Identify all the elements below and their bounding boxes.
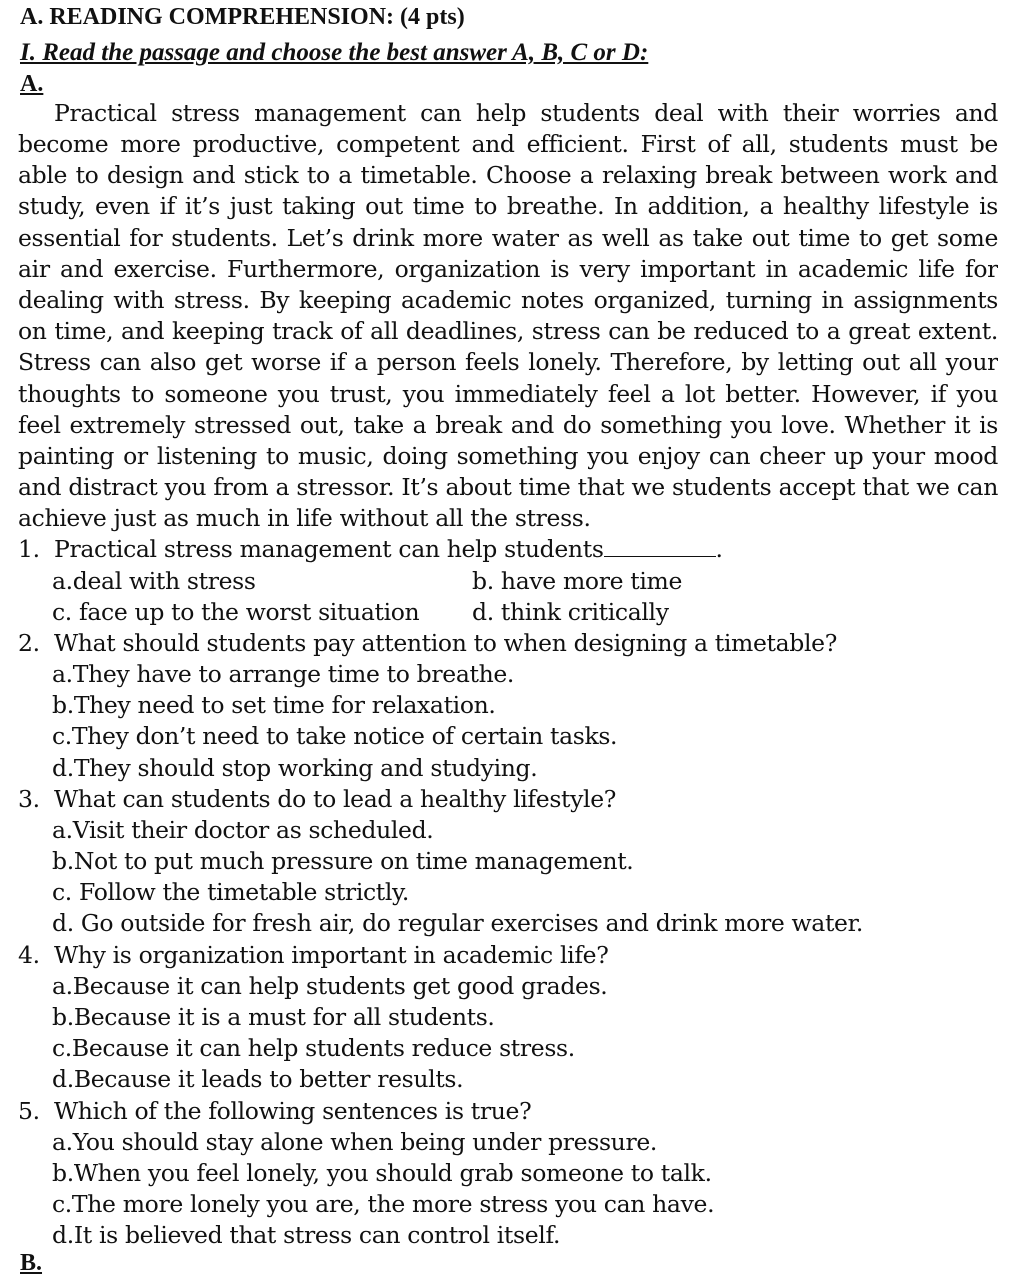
option-a[interactable]: a.Visit their doctor as scheduled. (52, 816, 434, 844)
option-b[interactable]: b.They need to set time for relaxation. (52, 691, 496, 719)
option-c[interactable]: c. face up to the worst situation (52, 598, 420, 626)
option-c[interactable]: c.They don’t need to take notice of certain tasks. (52, 722, 618, 750)
option-c[interactable]: c.Because it can help students reduce stress. (52, 1034, 575, 1062)
question-text: What should students pay attention to when designing a timetable? (54, 629, 837, 657)
passage-line: thoughts to someone you trust, you immediately feel a lot better. However, if you (18, 380, 998, 408)
passage-line: able to design and stick to a timetable. Choose a relaxing break between work and (18, 161, 998, 189)
option-a[interactable]: a.Because it can help students get good grades. (52, 972, 608, 1000)
option-c[interactable]: c.The more lonely you are, the more stress you can have. (52, 1190, 715, 1218)
passage-line: become more productive, competent and efficient. First of all, students must be (18, 130, 998, 158)
option-b[interactable]: b. have more time (472, 567, 683, 595)
question-number: 5. (18, 1097, 40, 1125)
question-text: Why is organization important in academic life? (54, 941, 609, 969)
question-text-end: . (715, 535, 723, 563)
passage-line: essential for students. Let’s drink more water as well as take out time to get some (18, 224, 998, 252)
passage-line: on time, and keeping track of all deadlines, stress can be reduced to a great extent. (18, 317, 998, 345)
section-heading: A. READING COMPREHENSION: (4 pts) (20, 4, 465, 30)
option-b[interactable]: b.Not to put much pressure on time management. (52, 847, 634, 875)
option-b[interactable]: b.Because it is a must for all students. (52, 1003, 495, 1031)
question-text: Which of the following sentences is true? (54, 1097, 532, 1125)
question-number: 1. (18, 535, 40, 563)
option-d[interactable]: d.They should stop working and studying. (52, 754, 538, 782)
question-text: What can students do to lead a healthy lifestyle? (54, 785, 617, 813)
instruction-text: I. Read the passage and choose the best answer A, B, C or D: (20, 39, 649, 66)
question-number: 2. (18, 629, 40, 657)
option-a[interactable]: a.You should stay alone when being under pressure. (52, 1128, 658, 1156)
option-d[interactable]: d.It is believed that stress can control itself. (52, 1221, 561, 1249)
section-a-label: A. (20, 71, 44, 97)
option-d[interactable]: d. think critically (472, 598, 669, 626)
question-number: 3. (18, 785, 40, 813)
option-d[interactable]: d. Go outside for fresh air, do regular exercises and drink more water. (52, 909, 864, 937)
passage-line: painting or listening to music, doing something you enjoy can cheer up your mood (18, 442, 998, 470)
option-a[interactable]: a.They have to arrange time to breathe. (52, 660, 515, 688)
question-number: 4. (18, 941, 40, 969)
passage-line: air and exercise. Furthermore, organization is very important in academic life for (18, 255, 998, 283)
passage-line: study, even if it’s just taking out time to breathe. In addition, a healthy lifestyle is (18, 192, 998, 220)
answer-blank[interactable] (604, 534, 716, 557)
option-a[interactable]: a.deal with stress (52, 567, 256, 595)
passage-line: Stress can also get worse if a person feels lonely. Therefore, by letting out all your (18, 348, 998, 376)
passage-line: and distract you from a stressor. It’s about time that we students accept that we can (18, 473, 998, 501)
option-b[interactable]: b.When you feel lonely, you should grab someone to talk. (52, 1159, 712, 1187)
option-c[interactable]: c. Follow the timetable strictly. (52, 878, 409, 906)
passage-line: feel extremely stressed out, take a break and do something you love. Whether it is (18, 411, 998, 439)
section-b-label: B. (20, 1250, 43, 1276)
passage-line: achieve just as much in life without all the stress. (18, 504, 591, 532)
passage-line: Practical stress management can help students deal with their worries and (54, 99, 998, 127)
question-text-start: Practical stress management can help students (54, 535, 604, 563)
option-d[interactable]: d.Because it leads to better results. (52, 1065, 464, 1093)
question-text (54, 534, 723, 565)
passage-line: dealing with stress. By keeping academic notes organized, turning in assignments (18, 286, 998, 314)
